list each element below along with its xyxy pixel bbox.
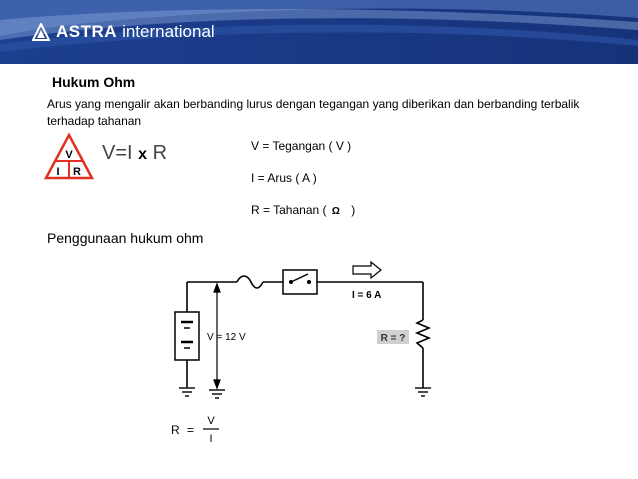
formula-v: V <box>102 142 116 164</box>
calc-denominator: I <box>209 433 213 445</box>
triangle-i-label: I <box>56 166 60 178</box>
ohm-formula <box>102 142 167 165</box>
definition-voltage: V = Tegangan ( V ) <box>251 139 352 153</box>
ground-left-icon <box>179 388 195 396</box>
formula-r: R <box>152 142 168 164</box>
slide-title: Hukum Ohm <box>52 74 136 90</box>
triangle-r-label: R <box>73 166 81 178</box>
formula-eq: = <box>115 142 128 164</box>
definition-resistance <box>251 203 355 217</box>
current-label: I = 6 A <box>352 290 382 301</box>
triangle-v-label: V <box>65 149 73 161</box>
brand-logo <box>32 22 215 42</box>
voltage-label: V = 12 V <box>207 332 246 343</box>
battery-symbol <box>175 312 199 360</box>
brand-name-bold: ASTRA <box>56 22 118 41</box>
definition-current: I = Arus ( A ) <box>251 171 317 185</box>
calc-r: R <box>171 423 180 437</box>
ohm-triangle-diagram <box>43 132 95 180</box>
slide-header <box>0 0 638 64</box>
calc-numerator: V <box>207 415 215 427</box>
slide-subtitle: Penggunaan hukum ohm <box>47 230 204 246</box>
brand-name-rest: international <box>122 22 215 41</box>
ground-right-icon <box>415 388 431 396</box>
astra-logo-icon <box>32 23 50 41</box>
definition-resistance-close: ) <box>351 203 356 217</box>
ohm-symbol: Ω <box>331 206 340 217</box>
resistor-symbol <box>417 320 429 348</box>
formula-x: x <box>138 146 148 163</box>
ground-middle-icon <box>209 390 225 398</box>
definition-resistance-label: R = Tahanan ( <box>251 203 327 217</box>
resistance-label: R = ? <box>380 333 406 344</box>
formula-i: I <box>127 142 133 164</box>
calc-equals: = <box>187 423 195 437</box>
slide-description: Arus yang mengalir akan berbanding lurus dengan tegangan yang diberikan dan berbanding terbalik terhadap tahanan <box>47 97 580 128</box>
switch-symbol <box>283 270 317 294</box>
circuit-diagram <box>165 260 465 465</box>
current-arrow-icon <box>353 262 381 278</box>
